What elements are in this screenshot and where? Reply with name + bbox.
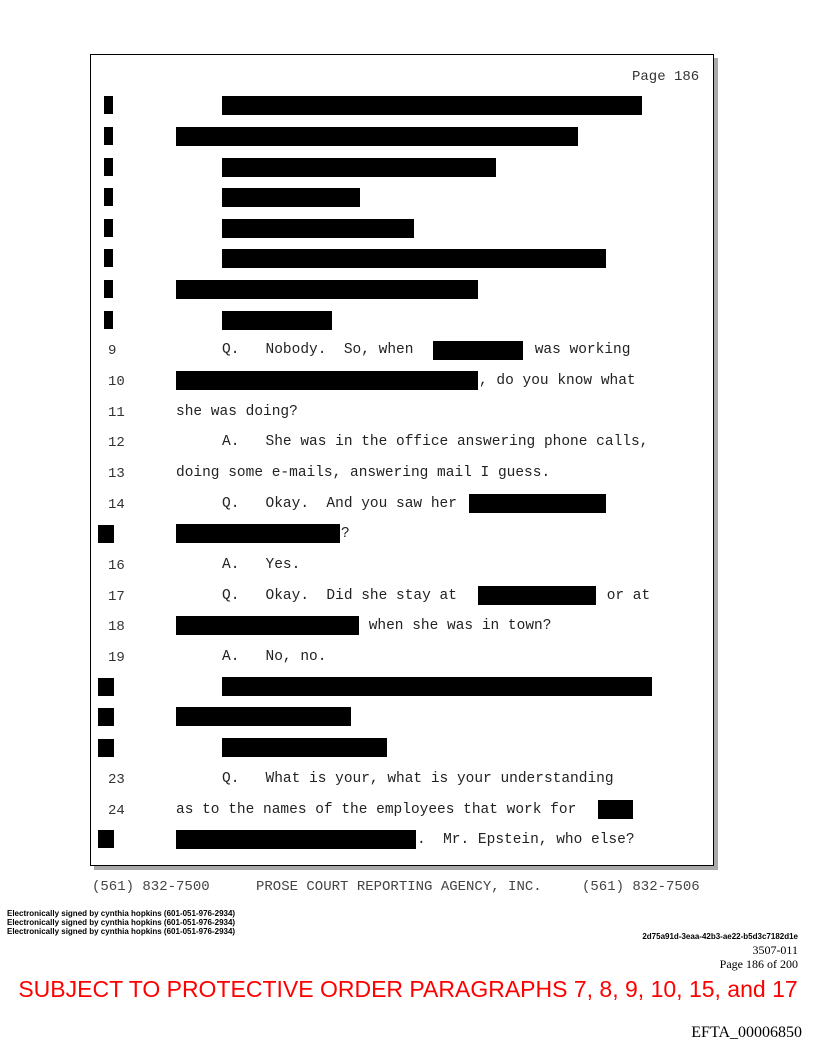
line-number: 14 [108, 497, 125, 513]
line-text: A. No, no. [222, 649, 327, 665]
redaction-bar [176, 127, 578, 146]
redaction-bar [176, 830, 416, 849]
line-text: A. She was in the office answering phone calls, [222, 434, 649, 450]
line-number: 23 [108, 772, 125, 788]
redacted-line-number [98, 525, 114, 543]
redaction-bar [176, 524, 340, 543]
line-number: 16 [108, 558, 125, 574]
page-label: Page 186 [632, 69, 700, 85]
redaction-bar [433, 341, 523, 360]
line-text: Q. Okay. Did she stay at [222, 588, 466, 604]
signature-line: Electronically signed by cynthia hopkins (601-051-976-2934) [7, 918, 236, 927]
document-number: 3507-011 [752, 943, 798, 957]
line-text: when she was in town? [360, 618, 552, 634]
redaction-bar [222, 249, 606, 268]
line-number: 10 [108, 374, 125, 390]
redacted-line-number [104, 219, 113, 237]
redacted-line-number [98, 708, 114, 726]
footer-phone-left: (561) 832-7500 [92, 879, 210, 895]
redaction-bar [176, 371, 478, 390]
redaction-bar [478, 586, 596, 605]
redaction-bar [222, 96, 642, 115]
redaction-bar [222, 188, 360, 207]
line-text: she was doing? [176, 404, 298, 420]
redacted-line-number [104, 311, 113, 329]
page-of-total: Page 186 of 200 [719, 957, 798, 971]
line-text: Q. Nobody. So, when [222, 342, 423, 358]
redacted-line-number [104, 127, 113, 145]
line-text: or at [598, 588, 651, 604]
redaction-bar [598, 800, 633, 819]
redaction-bar [469, 494, 606, 513]
line-text: was working [526, 342, 631, 358]
redacted-line-number [98, 830, 114, 848]
redaction-bar [222, 677, 652, 696]
line-number: 13 [108, 466, 125, 482]
line-number: 24 [108, 803, 125, 819]
line-number: 19 [108, 650, 125, 666]
document-hash: 2d75a91d-3eaa-42b3-ae22-b5d3c7182d1e [642, 932, 798, 941]
redacted-line-number [104, 280, 113, 298]
line-number: 12 [108, 435, 125, 451]
efta-identifier: EFTA_00006850 [691, 1024, 802, 1041]
footer-agency: PROSE COURT REPORTING AGENCY, INC. [256, 879, 542, 895]
line-text: as to the names of the employees that work for [176, 802, 577, 818]
redaction-bar [176, 707, 351, 726]
redacted-line-number [104, 158, 113, 176]
signature-line: Electronically signed by cynthia hopkins (601-051-976-2934) [7, 927, 236, 936]
line-text: Q. What is your, what is your understanding [222, 771, 614, 787]
redaction-bar [222, 158, 496, 177]
redacted-line-number [104, 249, 113, 267]
redaction-bar [176, 616, 359, 635]
line-text: A. Yes. [222, 557, 301, 573]
line-number: 9 [108, 343, 117, 359]
redaction-bar [222, 219, 414, 238]
footer-phone-right: (561) 832-7506 [582, 879, 700, 895]
redacted-line-number [98, 739, 114, 757]
line-text: doing some e-mails, answering mail I guess. [176, 465, 551, 481]
redaction-bar [176, 280, 478, 299]
line-number: 17 [108, 589, 125, 605]
redacted-line-number [104, 188, 113, 206]
protective-order-notice: SUBJECT TO PROTECTIVE ORDER PARAGRAPHS 7, 8, 9, 10, 15, and 17 [18, 976, 798, 1002]
redaction-bar [222, 738, 387, 757]
signature-line: Electronically signed by cynthia hopkins (601-051-976-2934) [7, 909, 236, 918]
redacted-line-number [98, 678, 114, 696]
line-text: . Mr. Epstein, who else? [417, 832, 635, 848]
redaction-bar [222, 311, 332, 330]
line-text: Q. Okay. And you saw her [222, 496, 457, 512]
line-number: 18 [108, 619, 125, 635]
line-text: ? [341, 526, 350, 542]
line-text: , do you know what [479, 373, 636, 389]
line-number: 11 [108, 405, 125, 421]
redacted-line-number [104, 96, 113, 114]
